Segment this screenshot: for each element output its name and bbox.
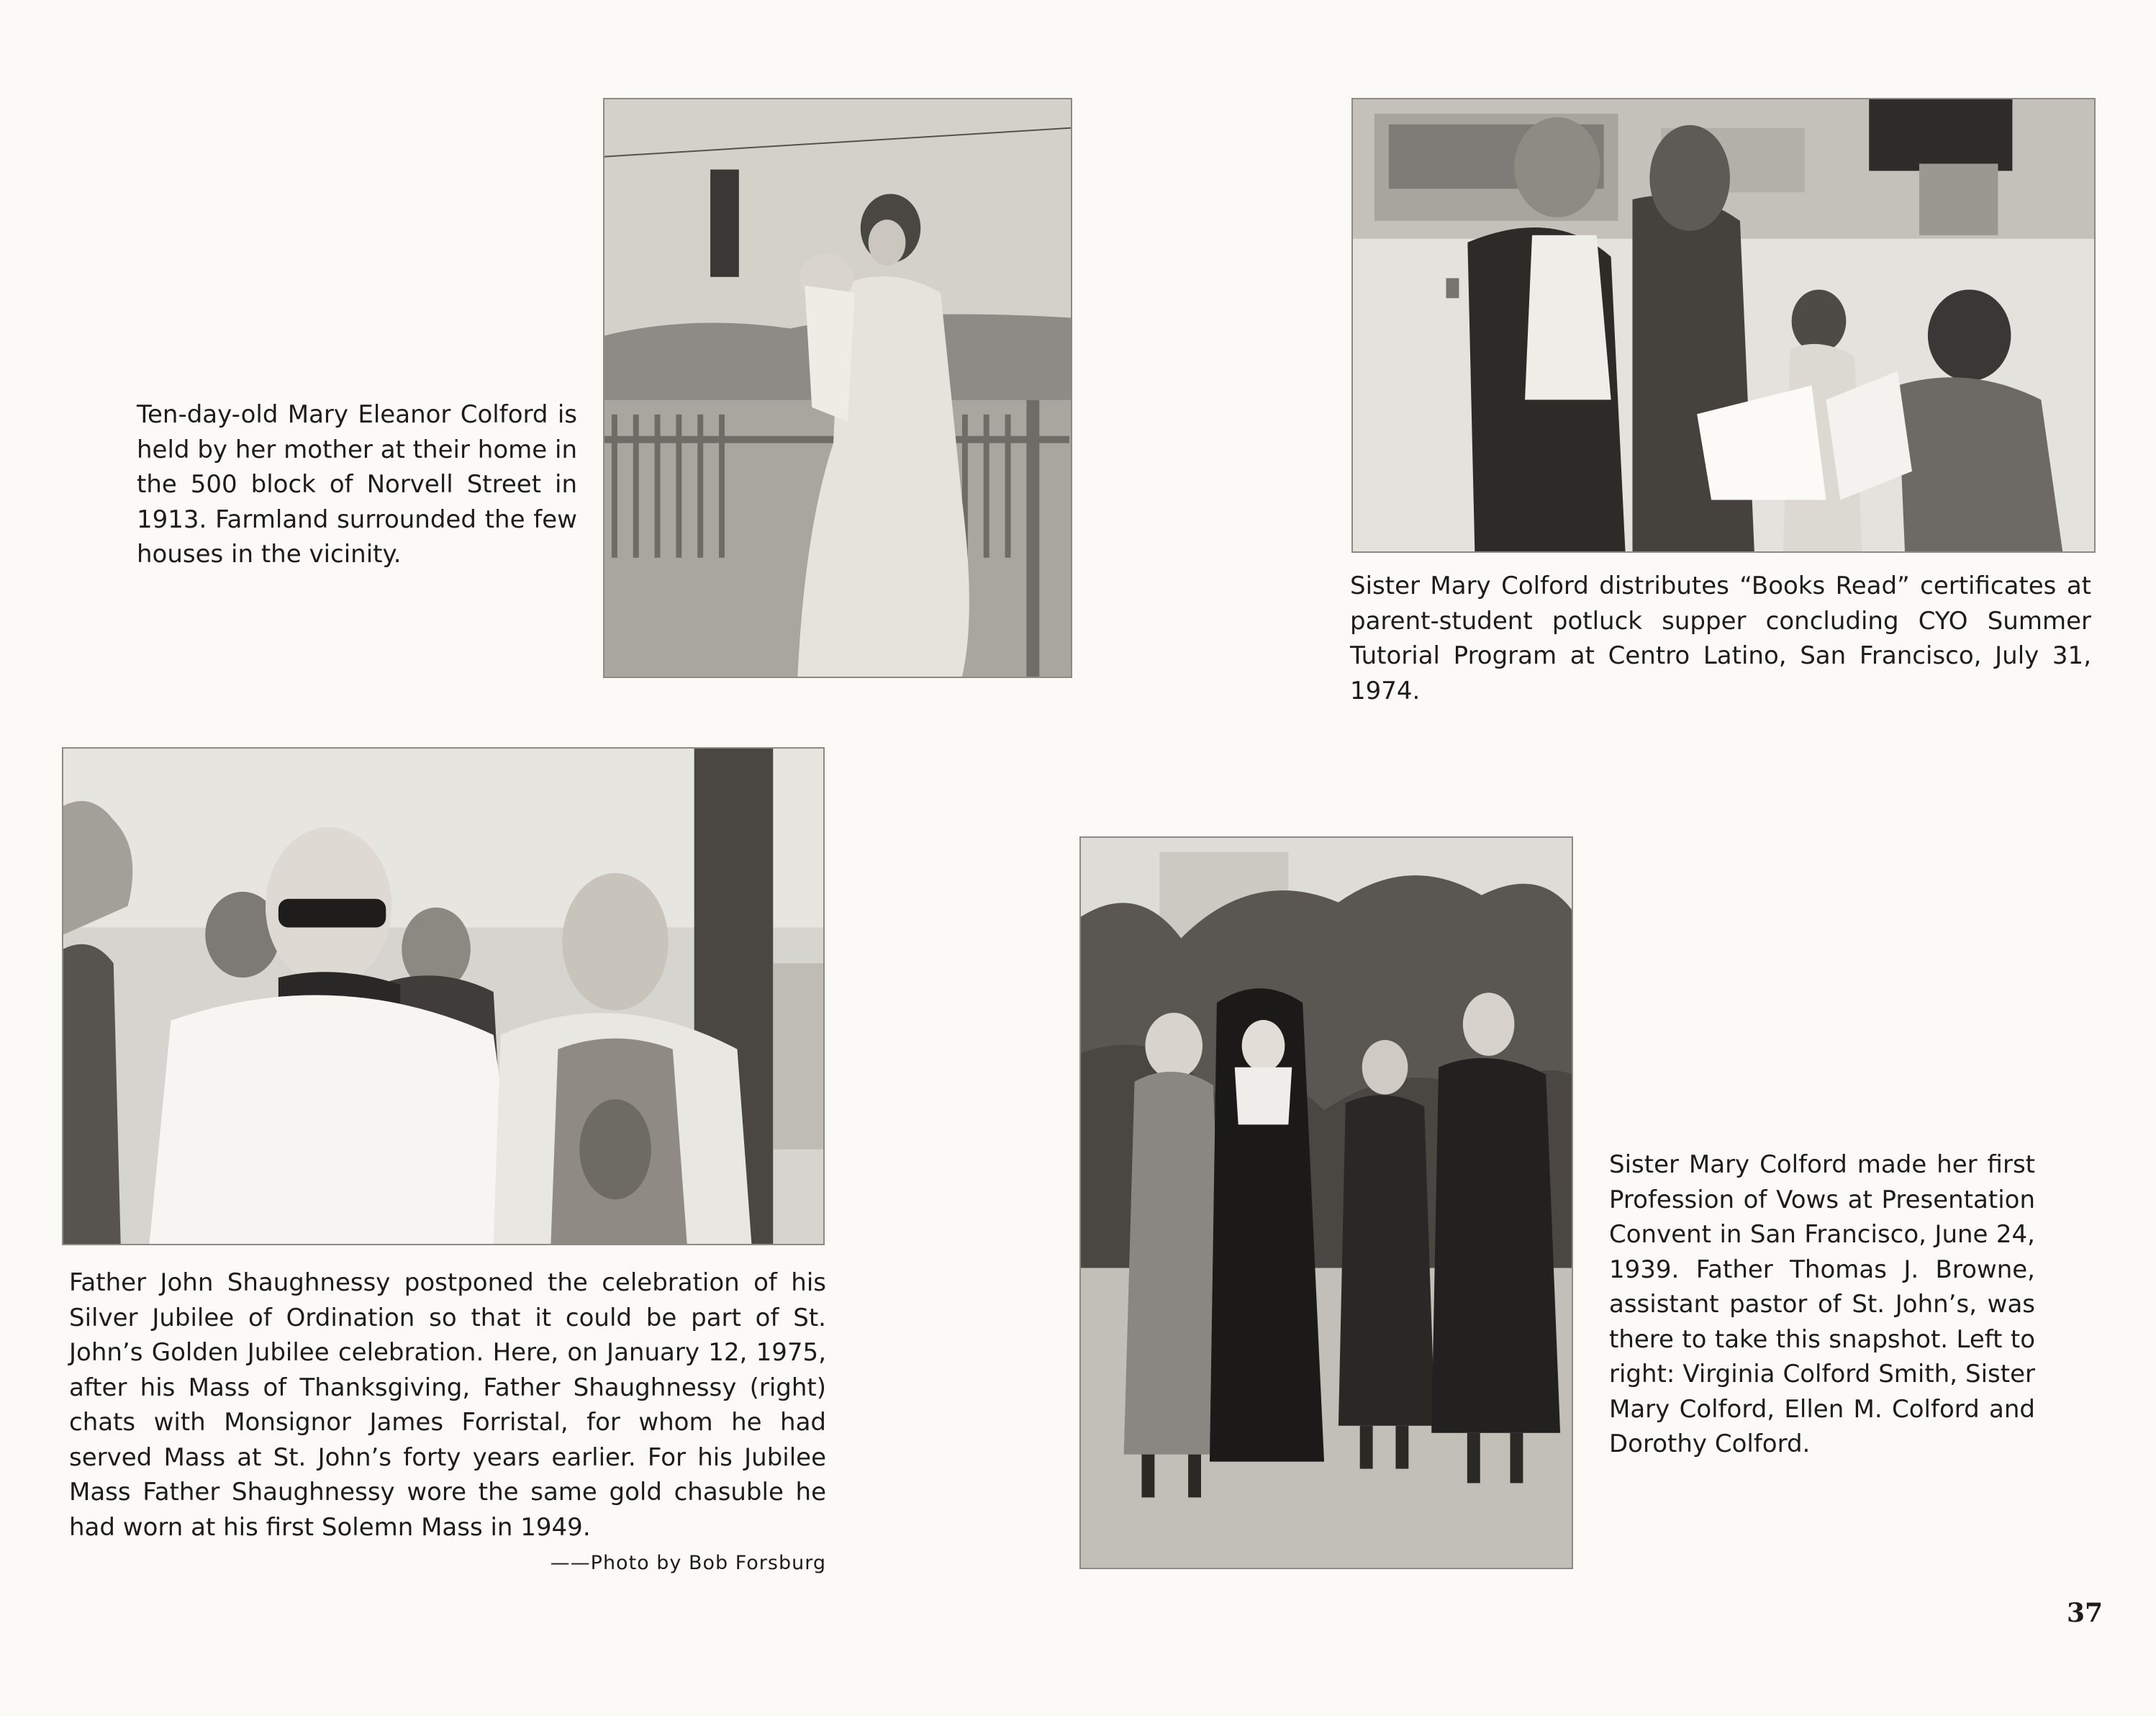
photo-two-priests [62, 747, 825, 1245]
caption-two-priests: Father John Shaughnessy postponed the celebration of his Silver Jubilee of Ordination so that it could be part of St. John’s Golden Jubilee celebration. Here, on January 12, 1975, after his Mass of Thanksgiving, Father Shaughnessy (right) chats with Monsignor James Forristal, for whom he had served Mass at St. John’s forty years earlier. For his Jubilee Mass Father Shaughnessy wore the same gold chasuble he had worn at his first Solemn Mass in 1949. [69, 1268, 826, 1542]
caption-mother-and-infant: Ten-day-old Mary Eleanor Colford is held by her mother at their home in the 500 block of Norvell Street in 1913. Farmland surrounded the few houses in the vicinity. [137, 400, 577, 569]
photo-two-priests-image [63, 749, 823, 1244]
photo-credit: ——Photo by Bob Forsburg [550, 1552, 826, 1574]
photo-mother-and-infant-image [604, 99, 1071, 677]
page-number: 37 [2067, 1598, 2103, 1628]
photo-four-women-image [1081, 838, 1572, 1568]
photo-classroom-certificates [1351, 98, 2096, 553]
photo-classroom-certificates-image [1353, 99, 2094, 551]
caption-classroom-certificates: Sister Mary Colford distributes “Books Read” certificates at parent-student potluck supper concluding CYO Summer Tutorial Program at Centro Latino, San Francisco, July 31, 1974. [1350, 572, 2091, 705]
photo-mother-and-infant [603, 98, 1072, 678]
caption-four-women: Sister Mary Colford made her first Profession of Vows at Presentation Convent in San Francisco, June 24, 1939. Father Thomas J. Browne, assistant pastor of St. John’s, was there to take this snapshot. Left to right: Virginia Colford Smith, Sister Mary Colford, Ellen M. Colford and Dorothy Colford. [1609, 1150, 2035, 1458]
photo-four-women [1079, 836, 1573, 1569]
